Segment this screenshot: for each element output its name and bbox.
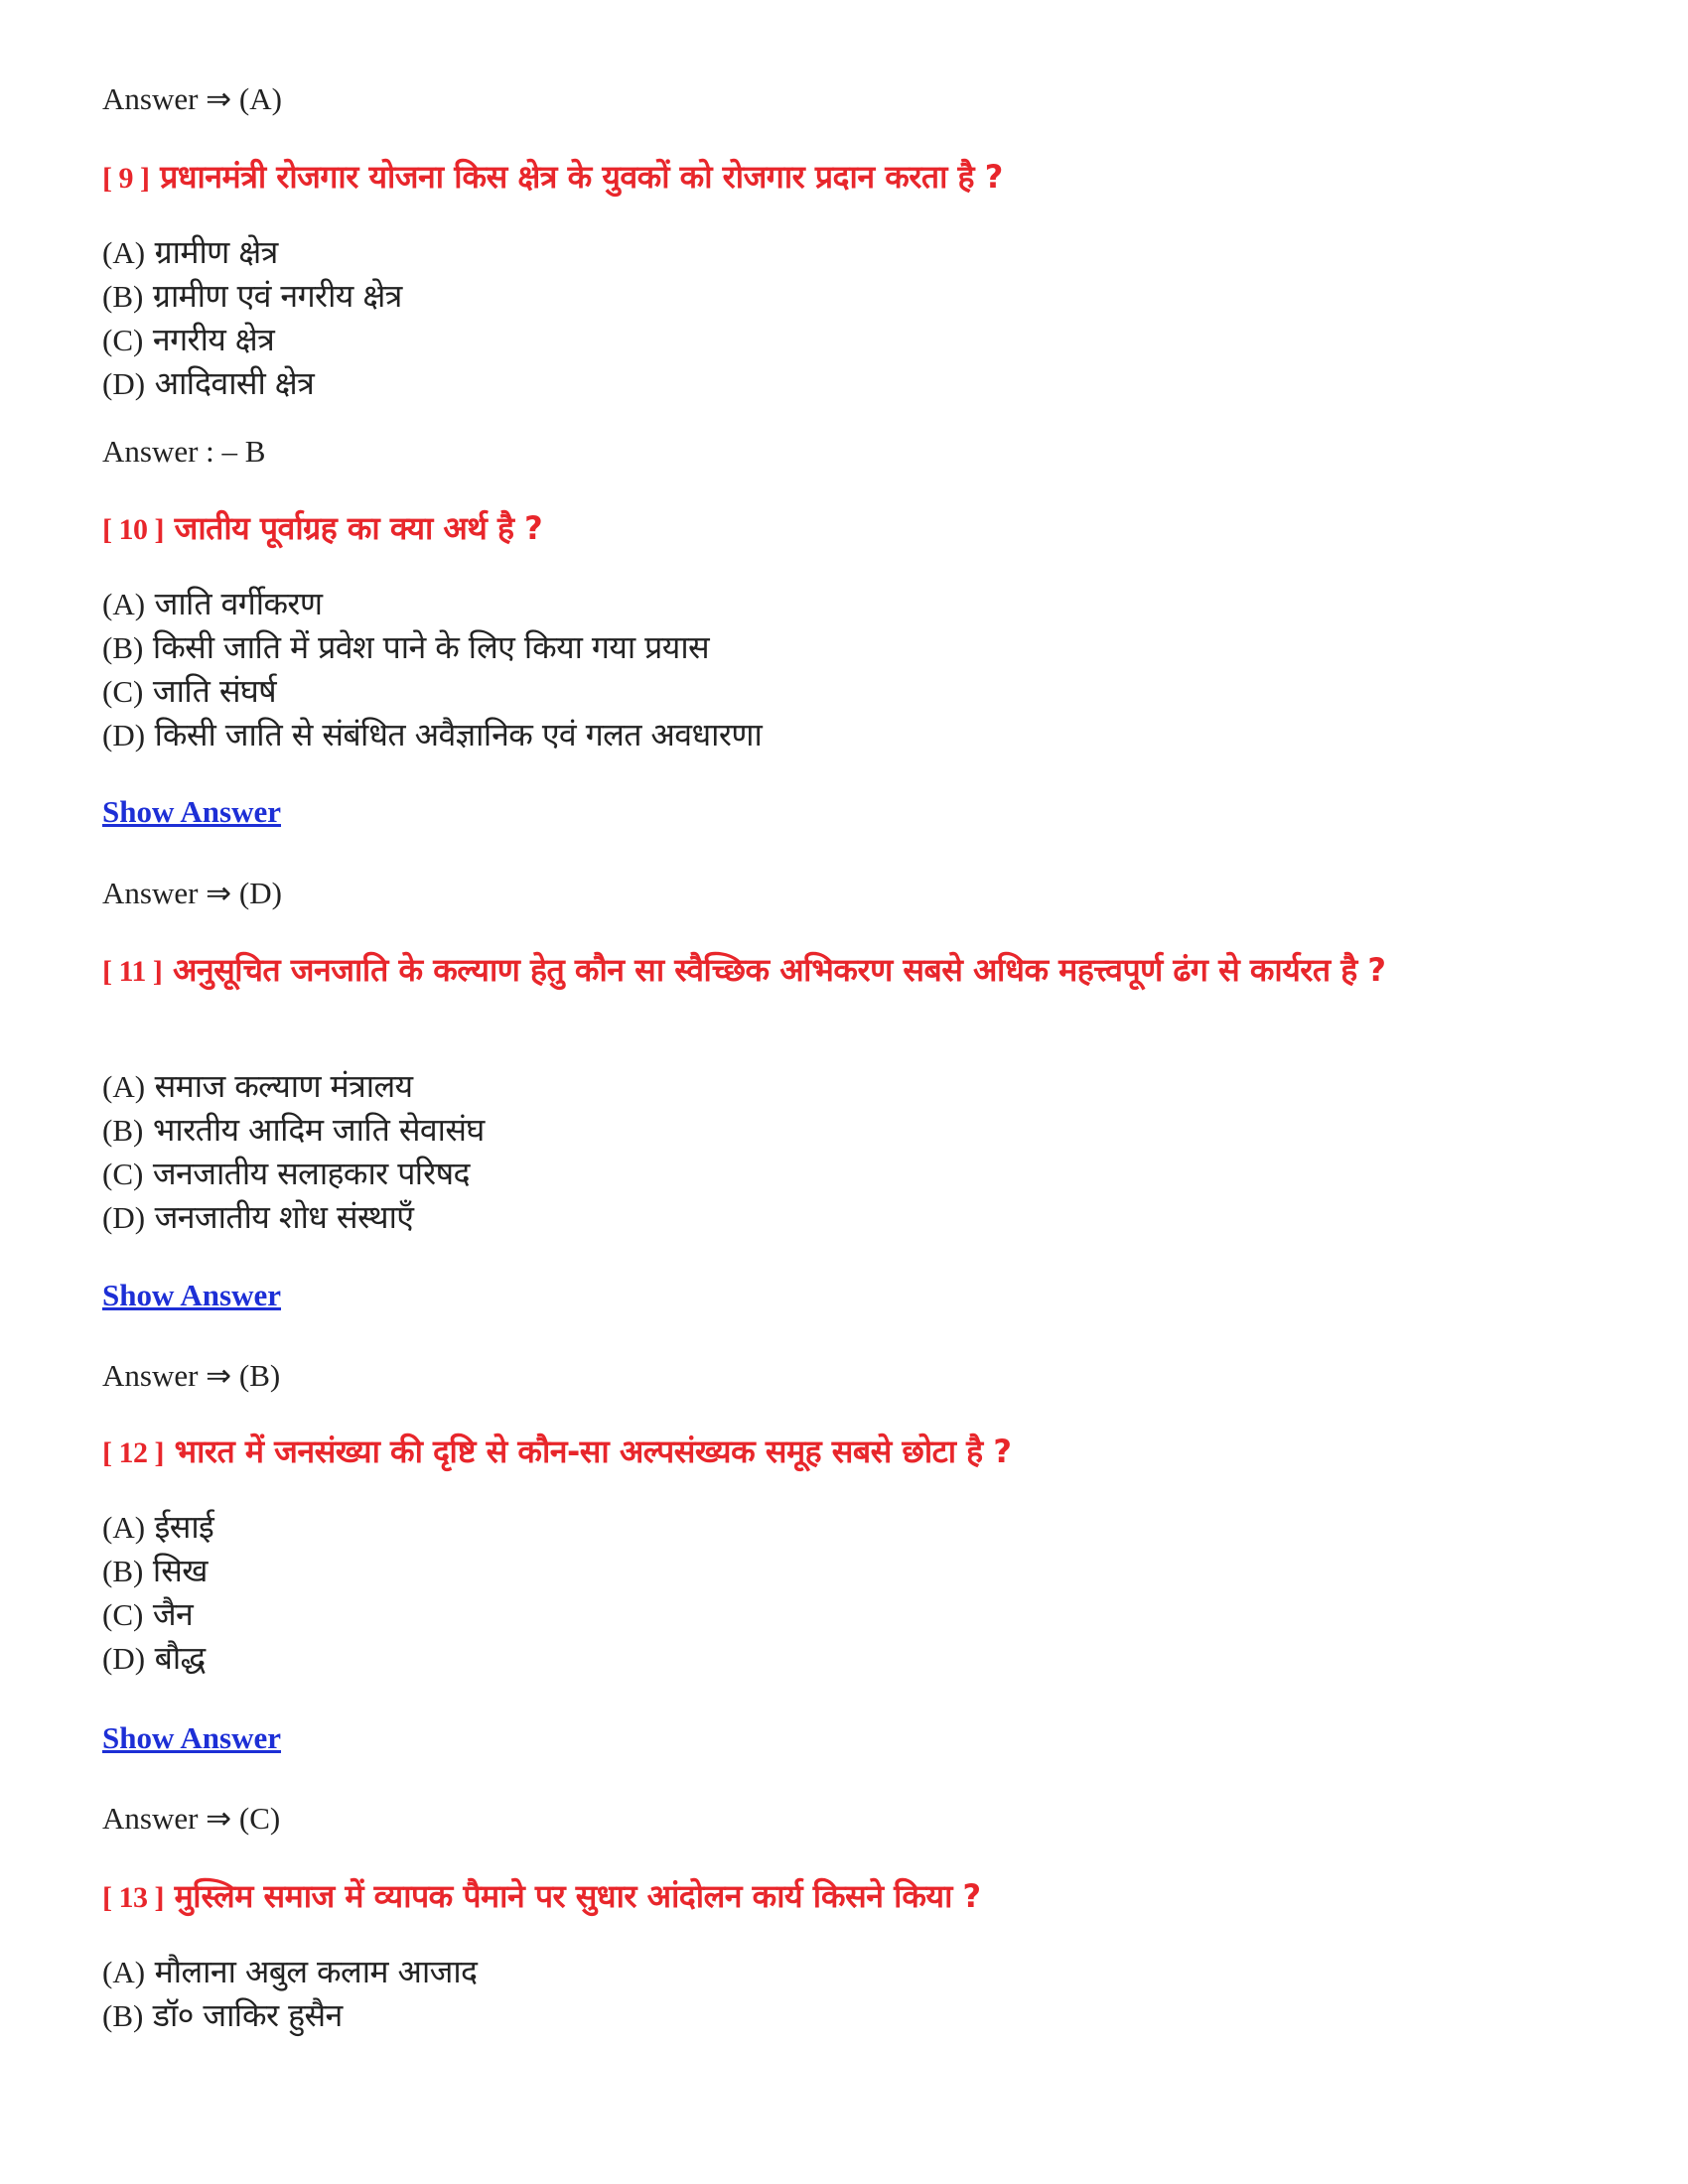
option-text: जाति संघर्ष — [152, 672, 277, 710]
option-text: जनजातीय सलाहकार परिषद — [152, 1155, 470, 1192]
option-item — [102, 230, 402, 274]
options-list — [102, 582, 762, 756]
option-text: किसी जाति में प्रवेश पाने के लिए किया गया प्रयास — [152, 628, 710, 666]
answer-text: Answer ⇒ (B) — [102, 1358, 281, 1393]
option-text: समाज कल्याण मंत्रालय — [154, 1067, 413, 1105]
question-heading — [102, 1874, 1582, 1920]
option-item — [102, 1636, 213, 1680]
options-list — [102, 1950, 477, 2037]
option-letter: (A) — [102, 1069, 146, 1104]
option-item — [102, 1064, 485, 1108]
option-item — [102, 361, 402, 405]
answer-text: Answer ⇒ (A) — [102, 81, 282, 116]
option-item — [102, 1108, 485, 1152]
options-list — [102, 230, 402, 405]
option-text: ग्रामीण क्षेत्र — [154, 233, 278, 271]
option-item — [102, 274, 402, 318]
option-item — [102, 1950, 477, 1993]
option-letter: (B) — [102, 630, 144, 665]
option-letter: (B) — [102, 279, 144, 314]
answer-text: Answer ⇒ (D) — [102, 876, 282, 910]
question-heading — [102, 506, 1582, 552]
option-letter: (B) — [102, 1113, 144, 1148]
option-text: जाति वर्गीकरण — [154, 585, 323, 622]
option-text: मौलाना अबुल कलाम आजाद — [154, 1953, 478, 1990]
question-text: भारत में जनसंख्या की दृष्टि से कौन-सा अल्पसंख्यक समूह सबसे छोटा है ? — [174, 1433, 1012, 1470]
question-number: [ 10 ] — [102, 513, 164, 546]
option-letter: (D) — [102, 718, 146, 752]
option-item — [102, 1993, 477, 2037]
option-item — [102, 625, 762, 669]
answer-text: Answer ⇒ (C) — [102, 1801, 281, 1836]
option-item — [102, 1549, 213, 1592]
option-text: भारतीय आदिम जाति सेवासंघ — [152, 1111, 485, 1149]
option-text: किसी जाति से संबंधित अवैज्ञानिक एवं गलत अवधारणा — [154, 716, 763, 753]
show-answer-link[interactable]: Show Answer — [102, 1278, 282, 1312]
option-item — [102, 713, 762, 756]
question-heading — [102, 1430, 1582, 1475]
option-item — [102, 1195, 485, 1239]
show-answer-link[interactable]: Show Answer — [102, 794, 282, 829]
option-letter: (A) — [102, 235, 146, 270]
option-item — [102, 582, 762, 625]
option-text: नगरीय क्षेत्र — [152, 321, 275, 358]
option-letter: (B) — [102, 1554, 144, 1588]
option-text: ग्रामीण एवं नगरीय क्षेत्र — [152, 277, 402, 315]
question-text: अनुसूचित जनजाति के कल्याण हेतु कौन सा स्वैच्छिक अभिकरण सबसे अधिक महत्त्वपूर्ण ढंग से कार्यरत है ? — [172, 951, 1386, 989]
option-letter: (A) — [102, 1510, 146, 1545]
question-text: जातीय पूर्वाग्रह का क्या अर्थ है ? — [174, 509, 543, 547]
answer-text: Answer : – B — [102, 434, 266, 469]
option-letter: (D) — [102, 366, 146, 401]
option-letter: (C) — [102, 674, 144, 709]
option-text: ईसाई — [154, 1508, 214, 1546]
option-text: जैन — [152, 1595, 194, 1633]
question-text: प्रधानमंत्री रोजगार योजना किस क्षेत्र के युवकों को रोजगार प्रदान करता है ? — [160, 158, 1003, 196]
option-item — [102, 1505, 213, 1549]
option-item — [102, 1152, 485, 1195]
option-letter: (C) — [102, 1157, 144, 1191]
option-item — [102, 1592, 213, 1636]
option-text: आदिवासी क्षेत्र — [154, 364, 315, 402]
option-letter: (C) — [102, 323, 144, 357]
options-list — [102, 1505, 213, 1680]
show-answer-link[interactable]: Show Answer — [102, 1720, 282, 1755]
question-text: मुस्लिम समाज में व्यापक पैमाने पर सुधार आंदोलन कार्य किसने किया ? — [174, 1877, 981, 1915]
option-letter: (D) — [102, 1200, 146, 1235]
question-heading — [102, 155, 1582, 201]
option-text: डॉ० जाकिर हुसैन — [152, 1996, 343, 2034]
option-item — [102, 318, 402, 361]
options-list — [102, 1064, 485, 1239]
question-number: [ 9 ] — [102, 162, 150, 195]
option-letter: (B) — [102, 1998, 144, 2033]
option-text: बौद्ध — [154, 1639, 206, 1677]
option-text: जनजातीय शोध संस्थाएँ — [154, 1198, 414, 1236]
option-letter: (A) — [102, 1955, 146, 1989]
option-letter: (A) — [102, 587, 146, 621]
option-item — [102, 669, 762, 713]
question-number: [ 12 ] — [102, 1436, 164, 1469]
option-letter: (D) — [102, 1641, 146, 1676]
option-text: सिख — [152, 1552, 208, 1589]
option-letter: (C) — [102, 1597, 144, 1632]
question-number: [ 13 ] — [102, 1881, 164, 1914]
question-number: [ 11 ] — [102, 955, 163, 988]
question-heading — [102, 948, 1582, 994]
